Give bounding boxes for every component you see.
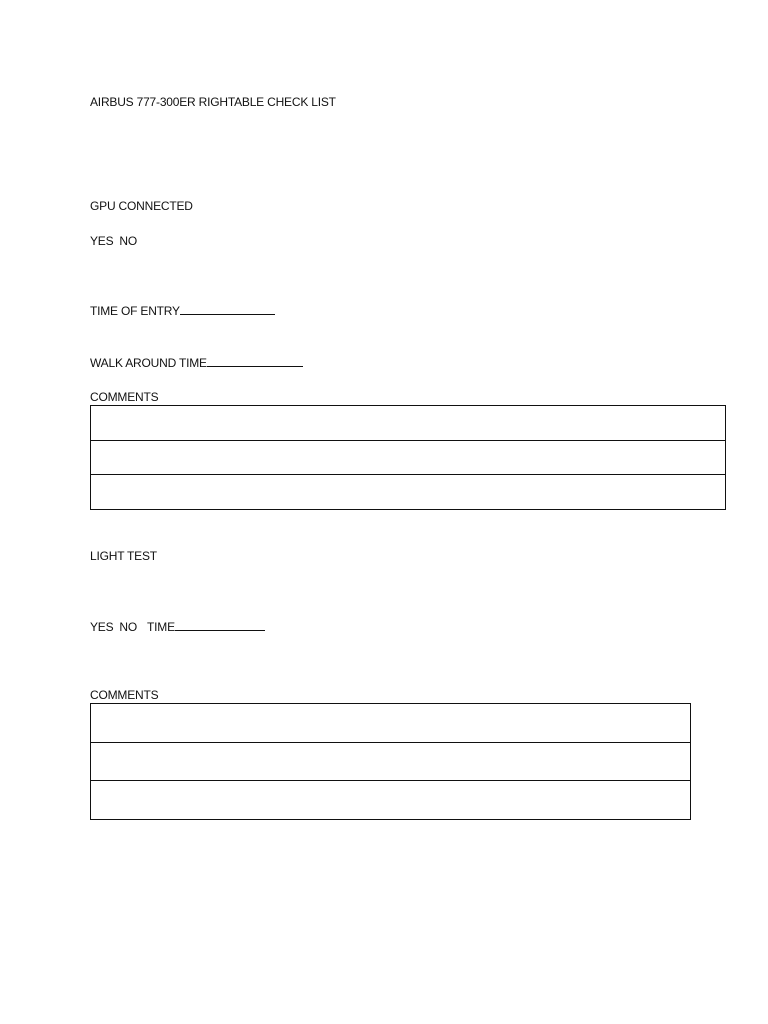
comment-cell[interactable] — [91, 781, 691, 820]
walk-around-time-field[interactable] — [207, 355, 303, 367]
comment-cell[interactable] — [91, 475, 726, 510]
comments-label-1: COMMENTS — [90, 390, 159, 404]
comment-cell[interactable] — [91, 704, 691, 743]
comment-cell[interactable] — [91, 743, 691, 781]
time-of-entry-row — [90, 303, 275, 318]
light-test-no-option[interactable]: NO — [119, 620, 138, 634]
light-test-time-field[interactable] — [175, 619, 265, 631]
gpu-yes-option[interactable]: YES — [90, 234, 114, 248]
table-row — [91, 743, 691, 781]
comments-label-2: COMMENTS — [90, 688, 159, 702]
light-test-label: LIGHT TEST — [90, 549, 157, 563]
table-row — [91, 441, 726, 475]
table-row — [91, 475, 726, 510]
light-test-time-label: TIME — [147, 620, 175, 634]
page-title: AIRBUS 777-300ER RIGHTABLE CHECK LIST — [90, 95, 336, 109]
gpu-no-option[interactable]: NO — [119, 234, 138, 248]
light-test-yes-option[interactable]: YES — [90, 620, 114, 634]
comments-table-2 — [90, 703, 691, 820]
comment-cell[interactable] — [91, 441, 726, 475]
walk-around-time-row — [90, 355, 303, 370]
table-row — [91, 781, 691, 820]
walk-around-time-label: WALK AROUND TIME — [90, 356, 207, 370]
time-of-entry-field[interactable] — [180, 303, 275, 315]
table-row — [91, 406, 726, 441]
comments-table-1 — [90, 405, 726, 510]
time-of-entry-label: TIME OF ENTRY — [90, 304, 180, 318]
comment-cell[interactable] — [91, 406, 726, 441]
gpu-options — [90, 234, 137, 248]
table-row — [91, 704, 691, 743]
light-test-row — [90, 619, 265, 634]
gpu-connected-label: GPU CONNECTED — [90, 199, 193, 213]
